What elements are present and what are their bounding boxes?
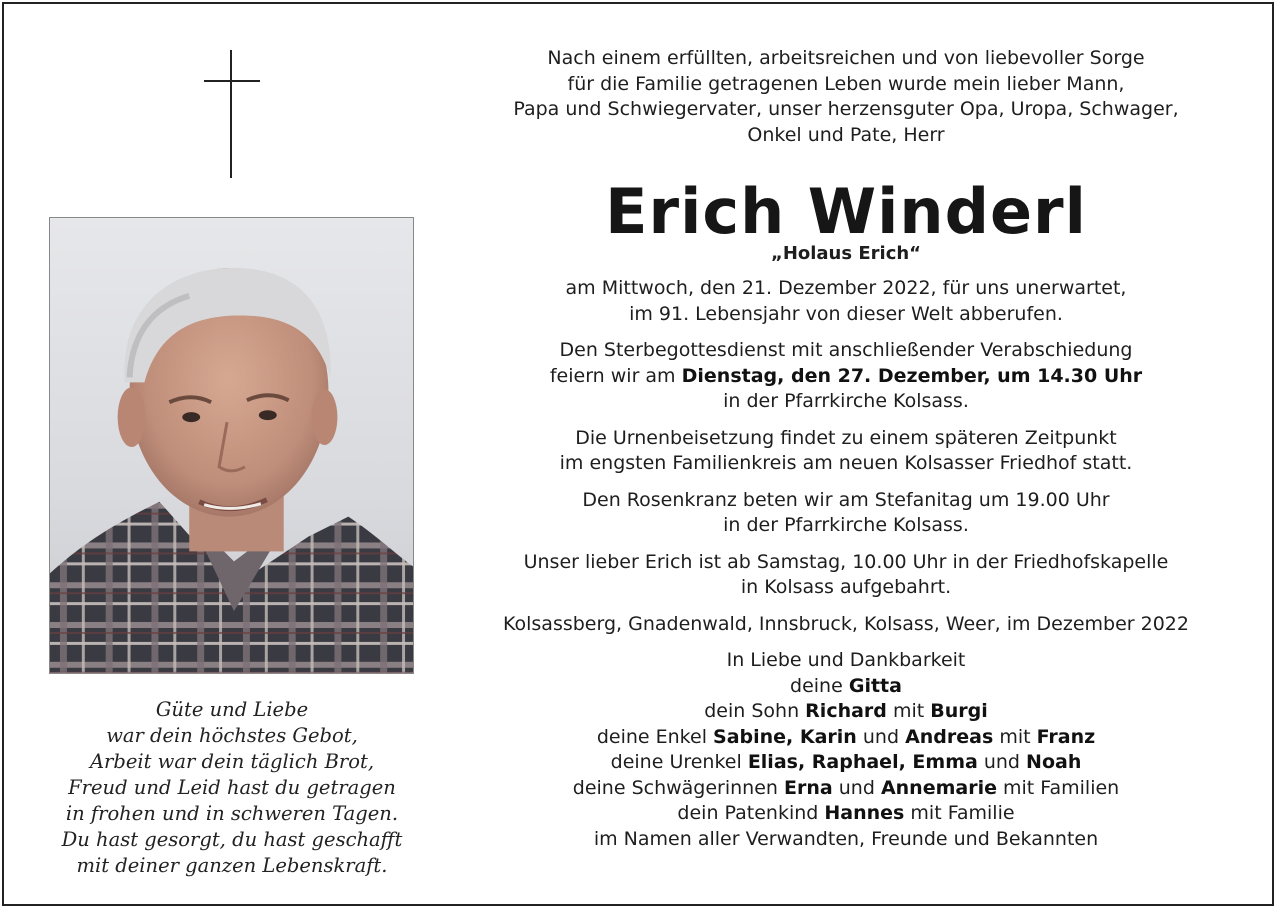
intro-line: Nach einem erfüllten, arbeitsreichen und von liebevoller Sorge xyxy=(547,47,1145,69)
funeral-prefix: feiern wir am xyxy=(549,364,682,387)
poem-line: Du hast gesorgt, du hast geschafft xyxy=(61,828,403,851)
laid-out-notice xyxy=(466,550,1226,601)
intro-line: Papa und Schwiegervater, unser herzensguter Opa, Uropa, Schwager, xyxy=(513,98,1179,120)
poem-line: Arbeit war dein täglich Brot, xyxy=(89,750,375,773)
obituary-text xyxy=(466,46,1226,852)
laid-out-line: Unser lieber Erich ist ab Samstag, 10.00 Uhr in der Friedhofskapelle xyxy=(523,550,1169,573)
intro-line: für die Familie getragenen Leben wurde mein lieber Mann, xyxy=(567,72,1125,95)
poem-line: Freud und Leid hast du getragen xyxy=(68,776,396,799)
mourner-wife: deine Gitta xyxy=(790,674,902,697)
mourner-grandchildren: deine Enkel Sabine, Karin und Andreas mit Franz xyxy=(596,725,1096,748)
laid-out-line: in Kolsass aufgebahrt. xyxy=(740,576,952,598)
urn-notice xyxy=(466,426,1226,477)
funeral-line xyxy=(466,364,1226,390)
intro-line: Onkel und Pate, Herr xyxy=(747,123,945,146)
obituary-frame xyxy=(2,2,1274,906)
poem-line: war dein höchstes Gebot, xyxy=(106,724,358,747)
poem-line: mit deiner ganzen Lebenskraft. xyxy=(76,854,388,877)
mourner-son: dein Sohn Richard mit Burgi xyxy=(704,700,988,722)
rosary-notice xyxy=(466,488,1226,539)
mourners-list xyxy=(466,648,1226,852)
intro-text xyxy=(466,46,1226,148)
funeral-line: Den Sterbegottesdienst mit anschließender Verabschiedung xyxy=(559,339,1133,361)
funeral-line: in der Pfarrkirche Kolsass. xyxy=(723,390,969,412)
mourners-closing: im Namen aller Verwandten, Freunde und Bekannten xyxy=(593,827,1099,850)
urn-line: Die Urnenbeisetzung findet zu einem späteren Zeitpunkt xyxy=(575,426,1117,449)
death-line: im 91. Lebensjahr von dieser Welt abberufen. xyxy=(629,302,1063,325)
poem-line: Güte und Liebe xyxy=(155,698,309,721)
mourners-heading: In Liebe und Dankbarkeit xyxy=(726,649,966,671)
death-notice xyxy=(466,276,1226,327)
mourner-godchild: dein Patenkind Hannes mit Familie xyxy=(677,802,1015,824)
funeral-datetime: Dienstag, den 27. Dezember, um 14.30 Uhr xyxy=(681,364,1143,387)
poem-line: in frohen und in schweren Tagen. xyxy=(65,802,399,825)
rosary-line: in der Pfarrkirche Kolsass. xyxy=(723,514,969,536)
mourner-great-grandchildren: deine Urenkel Elias, Raphael, Emma und Noah xyxy=(610,751,1082,773)
urn-line: im engsten Familienkreis am neuen Kolsasser Friedhof statt. xyxy=(559,452,1133,474)
deceased-name: Erich Winderl xyxy=(605,175,1087,248)
death-line: am Mittwoch, den 21. Dezember 2022, für uns unerwartet, xyxy=(565,277,1127,299)
cross-icon xyxy=(204,50,260,178)
deceased-nickname: „Holaus Erich“ xyxy=(770,243,922,264)
rosary-line: Den Rosenkranz beten wir am Stefanitag um 19.00 Uhr xyxy=(582,488,1110,511)
funeral-notice xyxy=(466,338,1226,415)
poem xyxy=(32,697,432,879)
portrait-photo xyxy=(49,217,414,674)
place-date: Kolsassberg, Gnadenwald, Innsbruck, Kolsass, Weer, im Dezember 2022 xyxy=(502,612,1189,635)
mourner-sisters-in-law: deine Schwägerinnen Erna und Annemarie mit Familien xyxy=(572,776,1120,799)
